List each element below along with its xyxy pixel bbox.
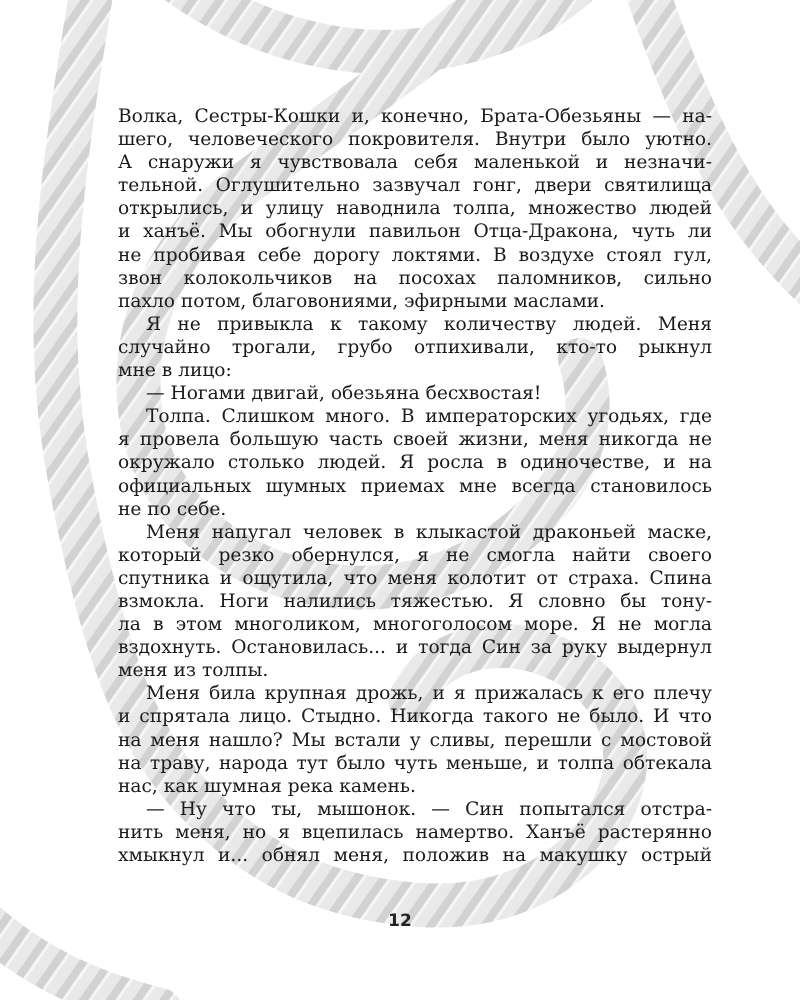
text-line: случайно трогали, грубо отпихивали, кто-то рыкнул [118,336,712,358]
dialogue-line: — Ну что ты, мышонок. — Син попытался отстра- [146,798,712,820]
text-line: Волка, Сестры-Кошки и, конечно, Брата-Обезьяны — на- [118,106,712,127]
text-line: окружало столько людей. Я росла в одиночестве, и на [118,452,712,474]
rope-top-arc [150,0,600,52]
text-line: А снаружи я чувствовала себя маленькой и незначи- [118,152,712,174]
text-line: открылись, и улицу наводнила толпа, множество людей [118,198,712,220]
text-line: Толпа. Слишком много. В императорских угодьях, где [146,406,712,428]
text-line: не пробивая себе дорогу локтями. В воздухе стоял гул, [118,244,712,266]
text-line: нас, как шумная река камень. [118,775,416,797]
text-line: я провела большую часть своей жизни, меня никогда не [118,429,712,451]
text-line: шего, человеческого покровителя. Внутри было уютно. [118,129,712,151]
dialogue-line: — Ногами двигай, обезьяна бесхвостая! [146,383,542,405]
text-line: Я не привыкла к такому количеству людей. Меня [146,313,712,335]
text-line: на траву, народа тут было чуть меньше, и толпа обтекала [118,752,712,774]
page-number: 12 [388,911,412,931]
text-line: и ханъё. Мы обогнули павильон Отца-Дракона, чуть ли [118,221,712,243]
text-line: и спрятала лицо. Стыдно. Никогда такого не было. И что [118,706,712,728]
text-line: Меня напугал человек в клыкастой драконьей маске, [146,521,712,543]
text-line: на меня нашло? Мы встали у сливы, перешли с мостовой [118,729,712,751]
text-line: спутника и ощутила, что меня колотит от страха. Спина [118,567,712,589]
text-line: хмыкнул и... обнял меня, положив на макушку острый [118,845,712,866]
text-line: меня из толпы. [118,660,269,682]
text-line: взмокла. Ноги налились тяжестью. Я словно бы тону- [118,590,712,612]
body-text [118,105,712,867]
text-line: не по себе. [118,498,227,520]
text-line: который резко обернулся, я не смогла найти своего [118,544,712,566]
text-line: вздохнуть. Остановилась... и тогда Син за руку выдернул [118,637,712,659]
text-line: пахло потом, благовониями, эфирными маслами. [118,290,605,312]
text-line: ла в этом многоликом, многоголосом море. Я не могла [118,614,712,636]
text-line: звон колокольчиков на посохах паломников, сильно [118,267,712,289]
text-line: Меня била крупная дрожь, и я прижалась к его плечу [146,683,712,705]
text-line: нить меня, но я вцепилась намертво. Ханъё растерянно [118,821,712,843]
text-line: тельной. Оглушительно зазвучал гонг, двери святилища [118,175,712,197]
text-line: мне в лицо: [118,360,232,382]
text-line: официальных шумных приемах мне всегда становилось [118,475,712,497]
